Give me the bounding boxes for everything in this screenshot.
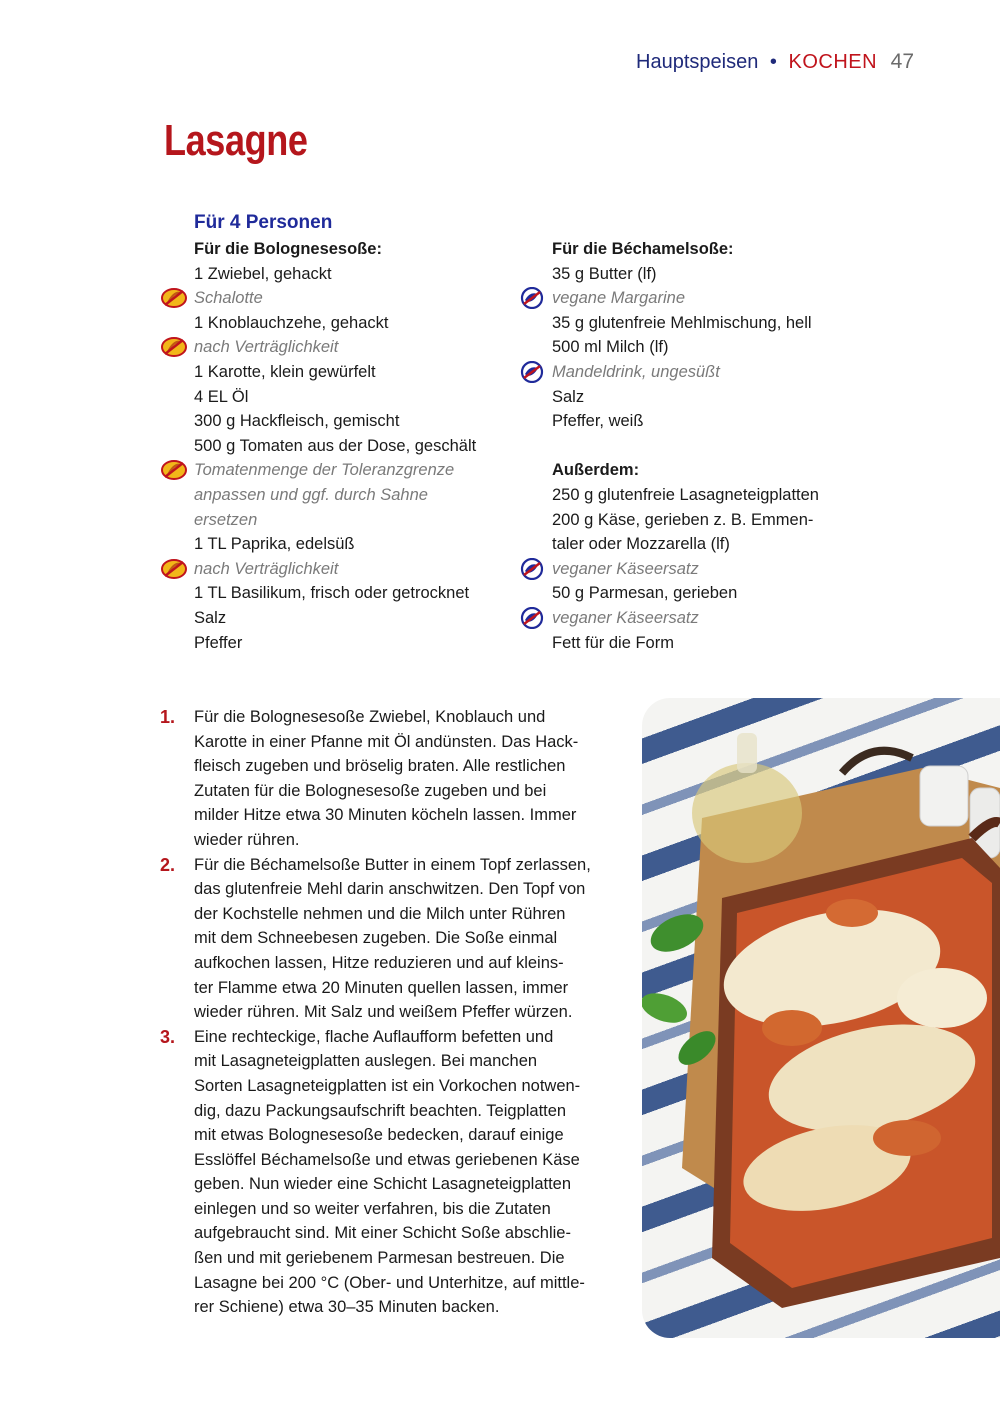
ingredient-group-heading [552,237,852,262]
step-text-line: Sorten Lasagneteigplatten ist ein Vorkochen notwen- [194,1076,581,1095]
step-text-line: Esslöffel Béchamelsoße und etwas geriebenen Käse [194,1150,580,1169]
vegan-icon [518,361,546,383]
ingredient-alternative [552,606,852,631]
basil-leaf [642,988,691,1029]
ingredient-alternative [552,557,852,582]
ingredient-text: 35 g Butter (lf) [552,264,657,283]
instruction-step [160,1025,600,1320]
ingredient-group-heading [552,458,852,483]
ingredient-item [194,532,524,557]
ingredient-text: ersetzen [194,510,258,529]
instructions [160,705,600,1320]
step-text-line: Karotte in einer Pfanne mit Öl andünsten. Das Hack- [194,732,579,751]
ingredient-text: Für die Béchamelsoße: [552,240,734,258]
ingredient-text: 250 g glutenfreie Lasagneteigplatten [552,485,819,504]
ingredient-item [194,581,524,606]
ingredient-text: Salz [552,387,585,406]
step-text-line: das glutenfreie Mehl darin anschwitzen. Den Topf von [194,880,586,899]
spacer [552,434,852,459]
ingredient-item [552,532,852,557]
lasagne-photo [642,698,1000,1338]
step-text-line: Lasagne bei 200 °C (Ober- und Unterhitze, auf mittle- [194,1273,585,1292]
ingredient-text: 1 TL Basilikum, frisch oder getrocknet [194,584,470,603]
vegan-icon [518,287,546,309]
ingredient-text: 500 g Tomaten aus der Dose, geschält [194,436,477,455]
step-text-line: aufkochen lassen, Hitze reduzieren und auf kleins- [194,953,564,972]
step-text-line: wieder rühren. [194,830,300,849]
step-text-line: geben. Nun wieder eine Schicht Lasagneteigplatten [194,1175,572,1194]
ingredients-right-column [552,237,852,655]
servings: Für 4 Personen [194,212,333,233]
step-text-line: mit Lasagneteigplatten auslegen. Bei manchen [194,1052,538,1071]
ingredient-text: Schalotte [194,289,263,308]
vegan-icon [518,607,546,629]
ingredient-item [552,409,852,434]
step-text-line: aufgebraucht sind. Mit einer Schicht Soße abschlie- [194,1224,571,1243]
step-text-line: fleisch zugeben und bröselig braten. Alle restlichen [194,757,566,776]
step-text-line: der Kochstelle nehmen und die Milch unter Rühren [194,904,566,923]
browned-spot [826,899,878,927]
ingredients-left-column [194,237,524,655]
step-number: 3. [160,1026,176,1047]
ingredient-text: 1 TL Paprika, edelsüß [194,535,355,554]
ingredient-text: 1 Karotte, klein gewürfelt [194,362,376,381]
fructose-free-icon [160,459,188,481]
ingredient-group-heading [194,237,524,262]
ingredient-text: veganer Käseersatz [552,559,699,578]
ingredient-text: 300 g Hackfleisch, gemischt [194,412,400,431]
ingredient-alternative [552,360,852,385]
fructose-free-icon [160,336,188,358]
header-section: Hauptspeisen [636,51,759,73]
ingredient-text: nach Verträglichkeit [194,338,339,357]
ingredient-text: taler oder Mozzarella (lf) [552,535,730,554]
step-text-line: Für die Bolognesesoße Zwiebel, Knoblauch und [194,708,546,726]
ingredient-text: Tomatenmenge der Toleranzgrenze [194,461,455,480]
fructose-free-icon [160,558,188,580]
ingredient-text: 500 ml Milch (lf) [552,338,669,357]
ingredient-alternative [194,458,524,483]
step-number: 2. [160,854,176,875]
ingredient-item [194,434,524,459]
ingredient-item [194,631,524,656]
ingredient-text: nach Verträglichkeit [194,559,339,578]
fructose-free-icon [160,287,188,309]
instruction-step [160,853,600,1025]
ingredient-text: veganer Käseersatz [552,608,699,627]
ingredient-item [552,385,852,410]
ingredient-text: 1 Zwiebel, gehackt [194,264,332,283]
salt-shaker [920,766,968,826]
step-text-line: Eine rechteckige, flache Auflaufform befetten und [194,1027,554,1046]
ingredient-item [194,385,524,410]
running-header [636,50,914,74]
recipe-title: Lasagne [164,116,308,165]
board-handle [842,751,912,773]
ingredient-text: Salz [194,608,227,627]
oil-bottle [692,763,802,863]
ingredient-text: 35 g glutenfreie Mehlmischung, hell [552,313,812,332]
ingredient-item [194,311,524,336]
ingredient-text: Fett für die Form [552,633,674,652]
step-text-line: einlegen und so weiter verfahren, bis die Zutaten [194,1199,551,1218]
ingredient-item [552,581,852,606]
ingredient-item [194,409,524,434]
bottle-neck [737,733,757,773]
ingredient-item [552,262,852,287]
browned-spot [873,1120,941,1156]
header-separator: • [769,51,777,73]
step-text-line: dig, dazu Packungsaufschrift beachten. Teigplatten [194,1101,567,1120]
step-text-line: wieder rühren. Mit Salz und weißem Pfeffer würzen. [194,1003,573,1022]
ingredient-text: anpassen und ggf. durch Sahne [194,485,428,504]
lasagne-illustration [642,698,1000,1338]
step-text-line: ßen und mit geriebenem Parmesan bestreuen. Die [194,1249,565,1268]
step-text-line: mit dem Schneebesen zugeben. Die Soße einmal [194,929,558,948]
ingredient-item [194,360,524,385]
ingredient-text: Außerdem: [552,461,640,480]
vegan-icon [518,558,546,580]
ingredient-alternative [194,483,524,508]
ingredient-text: 50 g Parmesan, gerieben [552,584,738,603]
ingredient-text: 4 EL Öl [194,387,249,406]
step-text-line: Für die Béchamelsoße Butter in einem Topf zerlassen, [194,855,591,874]
ingredient-item [194,606,524,631]
page-number: 47 [890,50,914,73]
ingredient-alternative [194,557,524,582]
ingredient-alternative [194,508,524,533]
ingredient-item [194,262,524,287]
ingredient-item [552,631,852,656]
step-text-line: ter Flamme etwa 20 Minuten quellen lassen, immer [194,978,569,997]
step-text-line: mit etwas Bolognesesoße bedecken, darauf einige [194,1126,564,1145]
ingredient-text: 1 Knoblauchzehe, gehackt [194,313,389,332]
step-text-line: rer Schiene) etwa 30–35 Minuten backen. [194,1298,500,1317]
step-text-line: Zutaten für die Bolognesesoße zugeben und bei [194,781,547,800]
ingredient-item [552,508,852,533]
instruction-step [160,705,600,853]
ingredient-text: Pfeffer, weiß [552,412,644,431]
ingredient-item [552,335,852,360]
ingredient-alternative [194,286,524,311]
browned-spot [762,1010,822,1046]
header-chapter: KOCHEN [788,51,878,73]
step-text-line: milder Hitze etwa 30 Minuten köcheln lassen. Immer [194,806,577,825]
ingredient-text: Für die Bolognesesoße: [194,240,382,258]
ingredient-text: 200 g Käse, gerieben z. B. Emmen- [552,510,814,529]
ingredient-alternative [552,286,852,311]
cheese-topping [897,968,987,1028]
ingredient-item [552,311,852,336]
ingredient-text: vegane Margarine [552,289,685,308]
ingredient-text: Pfeffer [194,633,243,652]
ingredient-text: Mandeldrink, ungesüßt [552,362,720,381]
step-number: 1. [160,707,176,727]
ingredient-item [552,483,852,508]
ingredient-alternative [194,335,524,360]
